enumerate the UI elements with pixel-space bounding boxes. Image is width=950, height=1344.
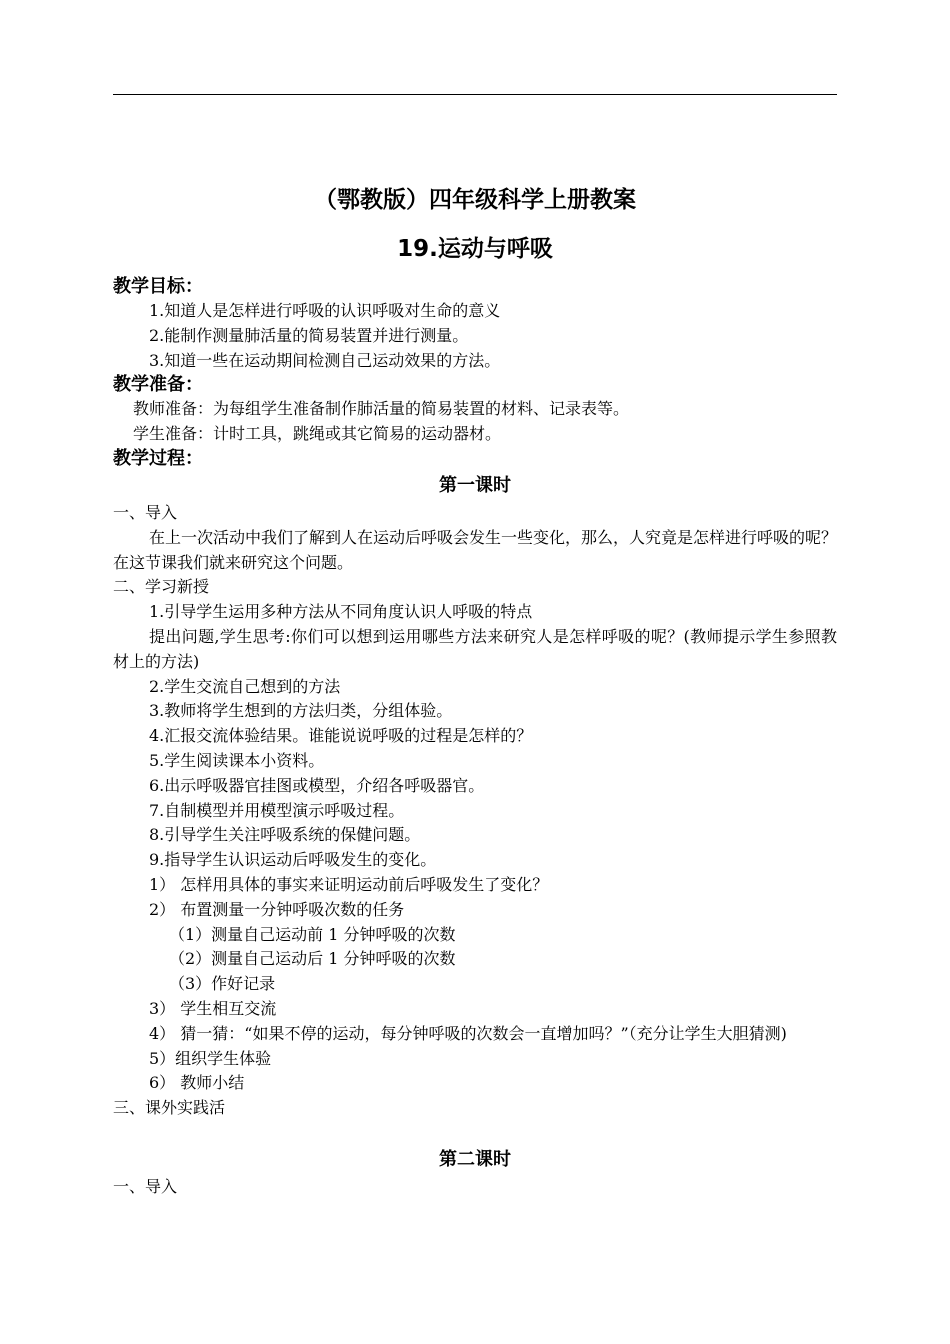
lesson-two-title: 第二课时 xyxy=(439,1148,511,1170)
lesson-one-title: 第一课时 xyxy=(439,474,511,496)
header-rule xyxy=(113,94,837,95)
section-title: 一、导入 xyxy=(113,1176,178,1196)
step-item: 7.自制模型并用模型演示呼吸过程。 xyxy=(149,800,405,820)
sub-step-item: 2） 布置测量一分钟呼吸次数的任务 xyxy=(149,899,405,919)
objective-item: 1.知道人是怎样进行呼吸的认识呼吸对生命的意义 xyxy=(149,301,501,320)
document-title: （鄂教版）四年级科学上册教案 xyxy=(314,187,636,213)
lesson-title: 19.运动与呼吸 xyxy=(397,236,553,262)
step-item: 3.教师将学生想到的方法归类，分组体验。 xyxy=(149,701,453,721)
preparation-heading: 教学准备： xyxy=(113,374,203,396)
preparation-item: 学生准备：计时工具，跳绳或其它简易的运动器材。 xyxy=(133,424,502,444)
preparation-item: 教师准备：为每组学生准备制作肺活量的简易装置的材料、记录表等。 xyxy=(133,399,630,419)
step-item: 5.学生阅读课本小资料。 xyxy=(149,750,325,770)
sub-step-item: 3） 学生相互交流 xyxy=(149,998,277,1018)
sub-sub-item: （1）测量自己运动前 1 分钟呼吸的次数 xyxy=(169,924,456,944)
objective-item: 2.能制作测量肺活量的简易装置并进行测量。 xyxy=(149,325,469,345)
section-title: 一、导入 xyxy=(113,502,178,522)
step-item: 6.出示呼吸器官挂图或模型，介绍各呼吸器官。 xyxy=(149,775,485,795)
objectives-heading: 教学目标： xyxy=(113,276,203,297)
section-title: 三、课外实践活 xyxy=(113,1098,226,1118)
sub-step-item: 1） 怎样用具体的事实来证明运动前后呼吸发生了变化？ xyxy=(149,874,549,894)
sub-step-paragraph: 4） 猜一猜：“如果不停的运动，每分钟呼吸的次数会一直增加吗？”（充分让学生大胆猜测) xyxy=(149,1023,787,1043)
step-item: 1.引导学生运用多种方法从不同角度认识人呼吸的特点 xyxy=(149,602,533,622)
section-gap xyxy=(113,1121,837,1145)
section-title: 二、学习新授 xyxy=(113,577,210,597)
objective-item: 3.知道一些在运动期间检测自己运动效果的方法。 xyxy=(149,350,501,370)
sub-step-item: 5）组织学生体验 xyxy=(149,1048,272,1068)
step-paragraph: 提出问题,学生思考:你们可以想到运用哪些方法来研究人是怎样呼吸的呢？(教师提示学生参照教材上的方法) xyxy=(113,626,837,671)
sub-step-item: 6） 教师小结 xyxy=(149,1073,245,1093)
intro-paragraph: 在上一次活动中我们了解到人在运动后呼吸会发生一些变化，那么，人究竟是怎样进行呼吸的呢？在这节课我们就来研究这个问题。 xyxy=(113,527,838,572)
step-item: 8.引导学生关注呼吸系统的保健问题。 xyxy=(149,825,421,845)
document-body xyxy=(113,180,837,1200)
process-heading: 教学过程： xyxy=(113,447,203,469)
sub-sub-item: （2）测量自己运动后 1 分钟呼吸的次数 xyxy=(169,949,456,969)
step-item: 9.指导学生认识运动后呼吸发生的变化。 xyxy=(149,850,437,870)
step-item: 4.汇报交流体验结果。谁能说说呼吸的过程是怎样的？ xyxy=(149,726,533,746)
sub-sub-item: （3）作好记录 xyxy=(169,974,276,994)
step-item: 2.学生交流自己想到的方法 xyxy=(149,676,341,696)
